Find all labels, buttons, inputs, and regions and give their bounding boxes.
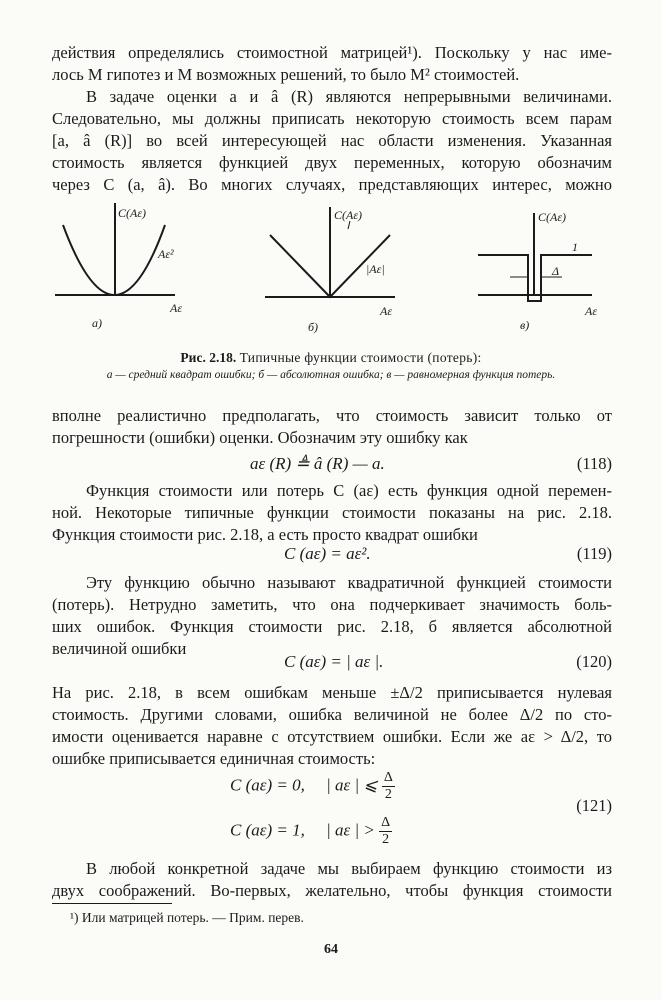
panel-c-plot bbox=[478, 213, 592, 301]
panel-c-axis-label: C(Aε) bbox=[538, 210, 567, 224]
panel-a-x-label: Aε bbox=[170, 301, 183, 315]
paragraph-4-line-3: Функция стоимости рис. 2.18, а есть просто квадрат ошибки bbox=[52, 525, 478, 544]
footnote-divider bbox=[52, 903, 172, 904]
equation-121-number: (121) bbox=[576, 796, 612, 815]
fraction-numerator: Δ bbox=[381, 815, 391, 830]
panel-b-plot bbox=[265, 207, 395, 297]
panel-c-level-label: 1 bbox=[572, 240, 578, 254]
paragraph-3-line-1: вполне реалистично предполагать, что стоимость зависит только от bbox=[52, 406, 612, 425]
paragraph-2-line-1: В задаче оценки a и â (R) являются непрерывными величинами. bbox=[86, 87, 612, 106]
paragraph-6-line-1: На рис. 2.18, в всем ошибкам меньше ±Δ/2 приписывается нулевая bbox=[52, 683, 612, 702]
paragraph-1-line-1: действия определялись стоимостной матрицей¹). Поскольку у нас име- bbox=[52, 43, 612, 62]
paragraph-2-line-5: через C (a, â). Во многих случаях, представляющих интерес, можно bbox=[52, 175, 612, 194]
paragraph-6-line-3: имости оценивается наравне с отсутствием ошибки. Если же aε > Δ/2, то bbox=[52, 727, 612, 746]
footnote: ¹) Или матрицей потерь. — Прим. перев. bbox=[70, 910, 304, 925]
paragraph-2-line-3: [a, â (R)] во всей интересующей нас области изменения. Указанная bbox=[52, 131, 612, 150]
equation-121-row-1-left: C (aε) = 0, bbox=[230, 775, 305, 795]
paragraph-3-line-2: погрешности (ошибки) оценки. Обозначим эту ошибку как bbox=[52, 428, 468, 447]
paragraph-6-line-2: стоимость. Другими словами, ошибка величиной не более Δ/2 по сто- bbox=[52, 705, 612, 724]
figure-caption-legend: а — средний квадрат ошибки; б — абсолютная ошибка; в — равномерная функция потерь. bbox=[106, 369, 556, 381]
equation-118-number: (118) bbox=[576, 454, 612, 473]
paragraph-2-line-2: Следовательно, мы должны приписать некоторую стоимость всем парам bbox=[52, 109, 612, 128]
figure-caption bbox=[0, 350, 662, 366]
fraction-denominator: 2 bbox=[384, 787, 392, 802]
equation-121-row-2-condition: | aε | > bbox=[326, 820, 375, 840]
paragraph-5-line-1: Эту функцию обычно называют квадратичной функцией стоимости bbox=[86, 573, 612, 592]
equation-119: C (aε) = aε². bbox=[284, 544, 371, 563]
panel-b-axis-label: C(Aε) bbox=[334, 208, 363, 222]
equation-121-row-1 bbox=[230, 770, 395, 803]
equation-121-row-2 bbox=[230, 815, 392, 848]
paragraph-5-line-4: величиной ошибки bbox=[52, 639, 187, 658]
paragraph-7-line-2: двух соображений. Во-первых, желательно, чтобы функция стоимости bbox=[52, 881, 612, 900]
paragraph-5-line-3: ших ошибок. Функция стоимости рис. 2.18, б является абсолютной bbox=[52, 617, 612, 636]
equation-121-row-2-fraction bbox=[379, 815, 392, 848]
equation-118: aε (R) ≜ â (R) — a. bbox=[250, 454, 385, 473]
paragraph-6-line-4: ошибке приписывается единичная стоимость: bbox=[52, 749, 376, 768]
equation-121-row-1-fraction bbox=[382, 770, 395, 803]
paragraph-4-line-1: Функция стоимости или потерь C (aε) есть функция одной перемен- bbox=[86, 481, 612, 500]
equation-121-row-2-left: C (aε) = 1, bbox=[230, 820, 305, 840]
fraction-denominator: 2 bbox=[382, 832, 390, 847]
equation-121-row-1-condition: | aε | ⩽ bbox=[326, 775, 378, 795]
panel-c-width-label: Δ bbox=[552, 264, 560, 278]
equation-120-number: (120) bbox=[576, 652, 612, 671]
page-number: 64 bbox=[324, 942, 338, 957]
panel-a-curve-label: Aε² bbox=[158, 247, 174, 261]
panel-c-label: в) bbox=[520, 318, 530, 332]
figure-caption-text: Типичные функции стоимости (потерь): bbox=[239, 350, 482, 365]
fraction-numerator: Δ bbox=[383, 770, 393, 785]
equation-120: C (aε) = | aε |. bbox=[284, 652, 384, 671]
figure-caption-number: Рис. 2.18. bbox=[180, 350, 237, 365]
paragraph-1-line-2: лось M гипотез и M возможных решений, то было M² стоимостей. bbox=[52, 65, 520, 84]
panel-b-label: б) bbox=[308, 320, 319, 334]
panel-a-axis-label: C(Aε) bbox=[118, 206, 147, 220]
paragraph-2-line-4: стоимость является функцией двух переменных, которую обозначим bbox=[52, 153, 612, 172]
equation-119-number: (119) bbox=[576, 544, 612, 563]
panel-b-curve-label: |Aε| bbox=[366, 262, 385, 276]
paragraph-7-line-1: В любой конкретной задаче мы выбираем функцию стоимости из bbox=[86, 859, 612, 878]
paragraph-4-line-2: ной. Некоторые типичные функции стоимости показаны на рис. 2.18. bbox=[52, 503, 612, 522]
panel-a-plot bbox=[55, 203, 175, 295]
panel-b-x-label: Aε bbox=[380, 304, 393, 318]
panel-a-label: а) bbox=[92, 316, 102, 330]
panel-c-x-label: Aε bbox=[585, 304, 598, 318]
paragraph-5-line-2: (потерь). Нетрудно заметить, что она подчеркивает значимость боль- bbox=[52, 595, 612, 614]
